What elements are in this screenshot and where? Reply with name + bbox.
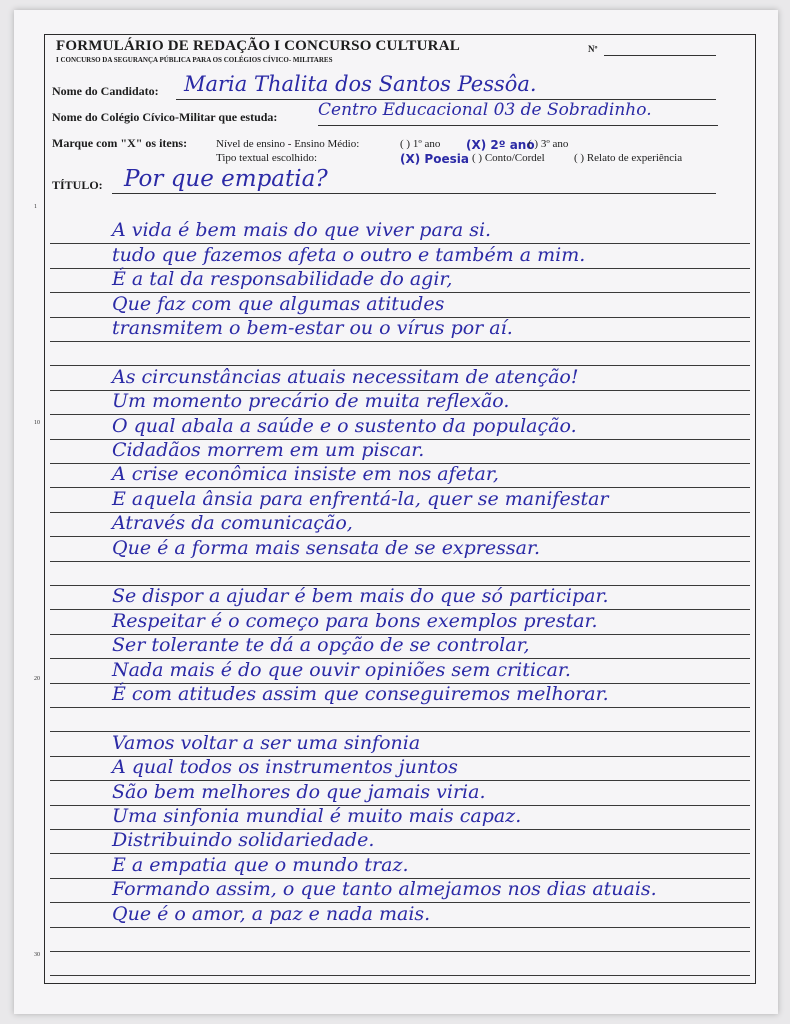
- essay-line: A qual todos os instrumentos juntos: [112, 756, 458, 778]
- essay-line: Se dispor a ajudar é bem mais do que só participar.: [112, 585, 609, 607]
- options-label: Marque com "X" os itens:: [52, 136, 188, 150]
- essay-line: As circunstâncias atuais necessitam de atenção!: [112, 366, 579, 388]
- essay-line: transmitem o bem-estar ou o vírus por aí.: [112, 317, 513, 339]
- number-label: Nº: [588, 44, 598, 54]
- line-number-10: 10: [34, 420, 40, 426]
- essay-line: O qual abala a saúde e o sustento da população.: [112, 415, 577, 437]
- line-number-20: 20: [34, 676, 40, 682]
- essay-title-label: TÍTULO:: [52, 178, 103, 192]
- essay-line: Um momento precário de muita reflexão.: [112, 390, 510, 412]
- essay-line: É com atitudes assim que conseguiremos melhorar.: [112, 683, 609, 705]
- essay-line: Nada mais é do que ouvir opiniões sem criticar.: [112, 659, 571, 681]
- level-label: Nível de ensino - Ensino Médio:: [216, 138, 360, 150]
- ruled-line: [50, 927, 750, 928]
- essay-line: Que é o amor, a paz e nada mais.: [112, 903, 431, 925]
- school-name: Centro Educacional 03 de Sobradinho.: [318, 100, 652, 120]
- essay-line: Uma sinfonia mundial é muito mais capaz.: [112, 805, 522, 827]
- type-option-relato: ( ) Relato de experiência: [574, 152, 683, 164]
- level-option-2: [466, 138, 535, 152]
- form-title: FORMULÁRIO DE REDAÇÃO I CONCURSO CULTURAL: [56, 38, 460, 54]
- essay-line: E a empatia que o mundo traz.: [112, 854, 409, 876]
- type-option-poesia: [400, 152, 469, 166]
- essay-line: Vamos voltar a ser uma sinfonia: [112, 732, 421, 754]
- essay-line: tudo que fazemos afeta o outro e também a mim.: [112, 244, 586, 266]
- essay-line: Respeitar é o começo para bons exemplos prestar.: [112, 610, 598, 632]
- level-option-2-text: (X) 2º ano: [466, 138, 535, 152]
- essay-title-line: [112, 193, 716, 194]
- essay-line: São bem melhores do que jamais viria.: [112, 781, 486, 803]
- type-label: Tipo textual escolhido:: [216, 152, 318, 164]
- number-line: [604, 55, 716, 56]
- level-option-1: ( ) 1º ano: [400, 138, 441, 150]
- type-option-poesia-text: (X) Poesia: [400, 152, 469, 166]
- essay-line: E aquela ânsia para enfrentá-la, quer se manifestar: [112, 488, 609, 510]
- line-number-1: 1: [34, 204, 37, 210]
- essay-line: Ser tolerante te dá a opção de se controlar,: [112, 634, 530, 656]
- type-option-conto: ( ) Conto/Cordel: [472, 152, 545, 164]
- essay-line: Que é a forma mais sensata de se expressar.: [112, 537, 541, 559]
- essay-line: A vida é bem mais do que viver para si.: [112, 219, 492, 241]
- school-line: [318, 125, 718, 126]
- essay-title: Por que empatia?: [124, 166, 328, 192]
- candidate-label: Nome do Candidato:: [52, 84, 159, 98]
- essay-line: É a tal da responsabilidade do agir,: [112, 268, 453, 290]
- ruled-line: [50, 707, 750, 708]
- essay-line: Através da comunicação,: [112, 512, 353, 534]
- essay-line: Formando assim, o que tanto almejamos nos dias atuais.: [112, 878, 657, 900]
- essay-line: A crise econômica insiste em nos afetar,: [112, 463, 499, 485]
- ruled-line: [50, 975, 750, 976]
- ruled-line: [50, 951, 750, 952]
- level-option-3: ( ) 3º ano: [528, 138, 569, 150]
- essay-line: Cidadãos morrem em um piscar.: [112, 439, 425, 461]
- candidate-name: Maria Thalita dos Santos Pessôa.: [184, 72, 537, 96]
- form-subtitle: I CONCURSO DA SEGURANÇA PÚBLICA PARA OS COLÉGIOS CÍVICO- MILITARES: [56, 56, 333, 64]
- ruled-line: [50, 341, 750, 342]
- school-label: Nome do Colégio Cívico-Militar que estuda:: [52, 110, 278, 124]
- essay-line: Distribuindo solidariedade.: [112, 829, 375, 851]
- essay-line: Que faz com que algumas atitudes: [112, 293, 445, 315]
- ruled-line: [50, 561, 750, 562]
- line-number-30: 30: [34, 952, 40, 958]
